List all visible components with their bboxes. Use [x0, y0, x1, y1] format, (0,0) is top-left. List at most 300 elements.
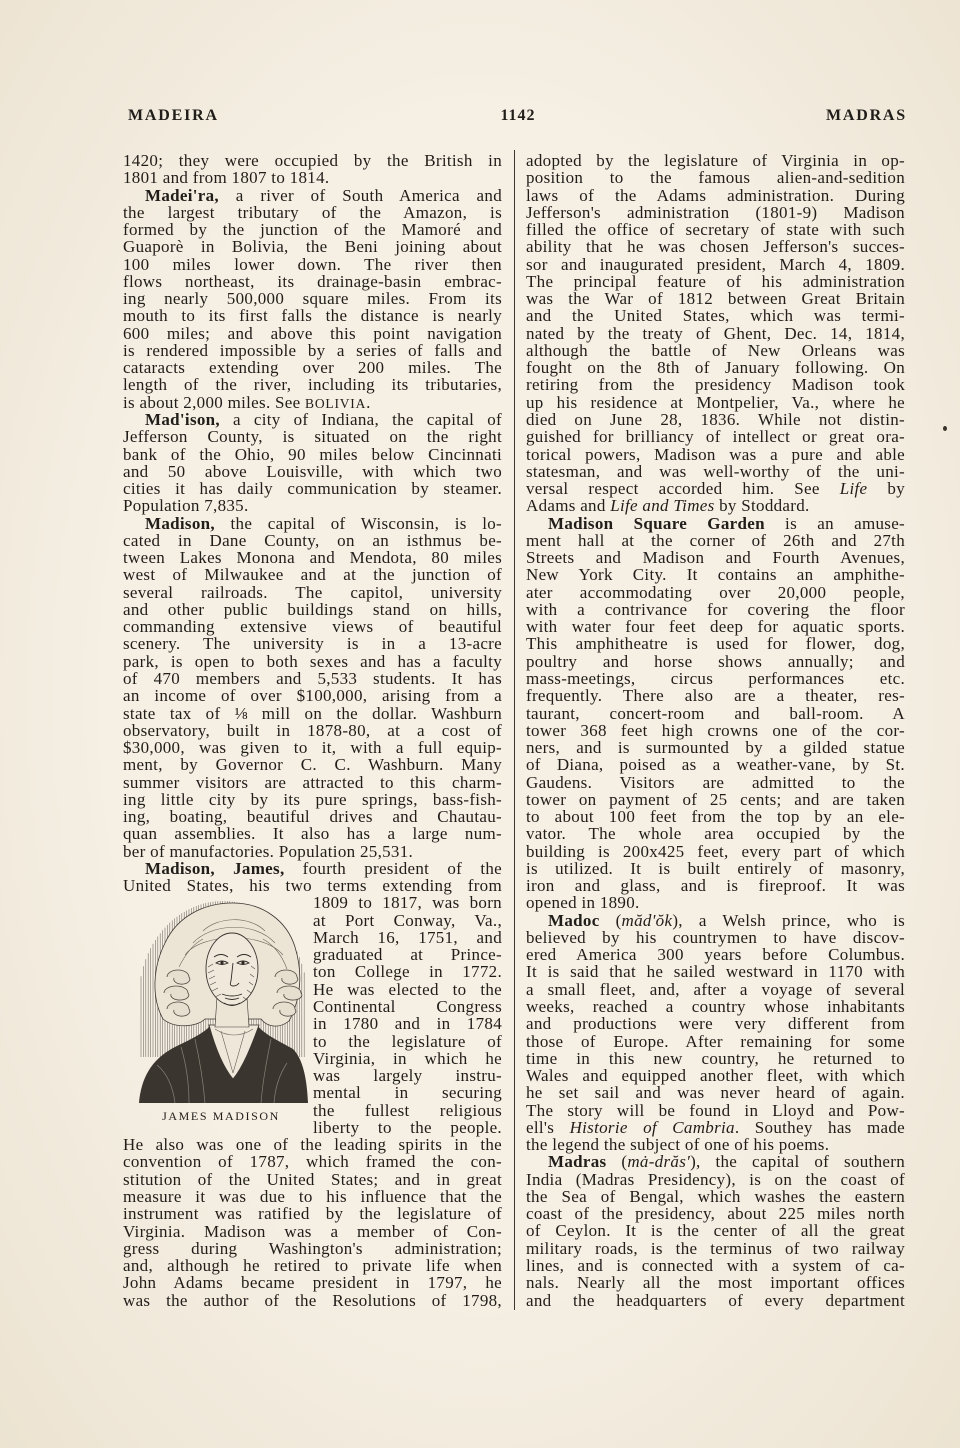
- text-segment: cated in Dane County, on an isthmus be-: [123, 530, 502, 550]
- text-line: [526, 1274, 905, 1291]
- text-line: [123, 756, 502, 773]
- text-line: [123, 722, 502, 739]
- text-segment: New York City. It contains an amphithe-: [526, 565, 905, 585]
- text-segment: observatory, built in 1878-80, at a cost of: [123, 720, 502, 740]
- text-line: [526, 497, 905, 514]
- text-segment: Gaudens. Visitors are admitted to the: [526, 772, 905, 792]
- text-line: [123, 860, 502, 877]
- text-segment: $30,000, was given to it, with a full equip-: [123, 738, 502, 758]
- text-segment: believed by his countrymen to have discov-: [526, 927, 905, 947]
- text-line: [526, 1102, 905, 1119]
- text-segment: west of Milwaukee and at the junction of: [123, 565, 502, 585]
- text-segment: Jefferson's administration (1801-9) Madison: [526, 202, 905, 222]
- text-segment: is an amuse-: [764, 513, 905, 533]
- text-segment: ment hall at the corner of 26th and 27th: [526, 530, 905, 550]
- text-segment: summer visitors are attracted to this charm-: [123, 772, 502, 792]
- text-segment: 600 miles; and above this point navigation: [123, 323, 502, 343]
- text-segment: fourth president of the: [284, 858, 502, 878]
- text-line: [526, 238, 905, 255]
- portrait-figure: [123, 894, 313, 1136]
- text-segment: was the War of 1812 between Great Britain: [526, 289, 905, 309]
- text-segment: a city of Indiana, the capital of: [219, 409, 502, 429]
- text-line: [526, 946, 905, 963]
- text-segment: by: [867, 479, 905, 499]
- text-line: [123, 1136, 502, 1153]
- text-line: [123, 256, 502, 273]
- text-line: [526, 1050, 905, 1067]
- text-segment: 1420; they were occupied by the British in: [123, 151, 502, 170]
- bold-term: Madras: [548, 1152, 607, 1172]
- text-line: [526, 532, 905, 549]
- text-line: [123, 687, 502, 704]
- text-line: [313, 1033, 502, 1050]
- text-line: [526, 1136, 905, 1153]
- paragraph: [526, 1153, 905, 1308]
- text-segment: cataracts extending over 200 miles. The: [123, 358, 502, 378]
- text-line: [123, 290, 502, 307]
- text-segment: a river of South America and: [219, 185, 502, 205]
- text-line: [123, 808, 502, 825]
- text-beside-figure: [313, 894, 502, 1136]
- text-segment: of 470 members and 5,533 students. It has: [123, 668, 502, 688]
- text-line: [526, 549, 905, 566]
- paragraph: [123, 515, 502, 860]
- text-segment: was the author of the Resolutions of 1798,: [123, 1290, 502, 1310]
- figure-caption: JAMES MADISON: [162, 1109, 280, 1124]
- text-line: [313, 912, 502, 929]
- paragraph: [123, 1136, 502, 1309]
- text-segment: building is 200x425 feet, every part of which: [526, 841, 905, 861]
- text-segment: an income of over $100,000, arising from a: [123, 686, 502, 706]
- text-line: [123, 566, 502, 583]
- paragraph: [526, 515, 905, 912]
- italic-text: Life: [839, 479, 868, 499]
- text-segment: sor and inaugurated president, March 4, 1809.: [526, 254, 905, 274]
- text-line: [526, 463, 905, 480]
- text-segment: statesman, and was well-worthy of the uni-: [526, 461, 905, 481]
- text-line: [123, 376, 502, 393]
- text-segment: weeks, reached a country whose inhabitants: [526, 997, 905, 1017]
- text-segment: adopted by the legislature of Virginia in op-: [526, 151, 905, 170]
- text-segment: stitution of the United States; and in great: [123, 1169, 502, 1189]
- text-line: [123, 1257, 502, 1274]
- text-line: [526, 843, 905, 860]
- text-line: [123, 325, 502, 342]
- text-segment: ing, boating, beautiful drives and Chautau-: [123, 807, 502, 827]
- text-segment: (: [599, 910, 622, 930]
- text-line: [123, 463, 502, 480]
- text-line: [123, 411, 502, 428]
- text-line: [526, 825, 905, 842]
- text-line: [526, 618, 905, 635]
- text-segment: The story will be found in Lloyd and Pow-: [526, 1100, 905, 1120]
- text-segment: It is said that he sailed westward in 1170 with: [526, 962, 905, 982]
- text-line: [526, 480, 905, 497]
- text-segment: is about 2,000 miles. See: [123, 392, 306, 412]
- text-line: [526, 515, 905, 532]
- paragraph: [123, 187, 502, 411]
- text-segment: the capital of Wisconsin, is lo-: [214, 513, 502, 533]
- text-line: [526, 998, 905, 1015]
- text-line: [123, 618, 502, 635]
- text-segment: ton College in 1772.: [313, 962, 502, 982]
- text-line: [526, 912, 905, 929]
- text-segment: India (Madras Presidency), is on the coast of: [526, 1169, 905, 1189]
- text-line: [526, 1153, 905, 1170]
- text-line: [526, 981, 905, 998]
- text-line: [526, 1084, 905, 1101]
- text-line: [123, 1188, 502, 1205]
- running-head-left: MADEIRA: [128, 107, 219, 124]
- text-line: [123, 1223, 502, 1240]
- text-segment: with a contrivance for covering the floor: [526, 599, 905, 619]
- text-segment: to about 100 feet from the top by an ele-: [526, 807, 905, 827]
- text-segment: fought on the 8th of January following. On: [526, 358, 905, 378]
- column-divider: [514, 150, 515, 1310]
- text-segment: and the headquarters of every department: [526, 1290, 905, 1310]
- text-segment: liberty to the people.: [313, 1117, 502, 1137]
- text-line: [526, 376, 905, 393]
- text-segment: Virginia, in which he: [313, 1048, 502, 1068]
- text-line: [313, 1119, 502, 1136]
- bold-term: Madison,: [145, 513, 215, 533]
- text-line: [526, 187, 905, 204]
- text-segment: mass-meetings, circus performances etc.: [526, 668, 905, 688]
- text-segment: nals. Nearly all the most important offices: [526, 1273, 905, 1293]
- text-line: [123, 446, 502, 463]
- italic-text: mȧ-drăs': [627, 1152, 691, 1172]
- text-segment: cities it has daily communication by steamer.: [123, 479, 502, 499]
- text-line: [526, 894, 905, 911]
- paragraph: [123, 860, 502, 895]
- text-line: [526, 756, 905, 773]
- text-line: [123, 1274, 502, 1291]
- right-column-text: [526, 152, 905, 1309]
- paragraph: [123, 152, 502, 187]
- text-segment: formed by the junction of the Mamoré and: [123, 220, 502, 240]
- text-segment: tower on payment of 25 cents; and are taken: [526, 789, 905, 809]
- text-segment: tower 368 feet high crowns one of the cor-: [526, 720, 905, 740]
- text-line: [526, 1119, 905, 1136]
- text-segment: a small fleet, and, after a voyage of several: [526, 979, 905, 999]
- text-line: [526, 169, 905, 186]
- text-segment: the largest tributary of the Amazon, is: [123, 202, 502, 222]
- figure-with-text: [123, 894, 502, 1136]
- text-line: [526, 860, 905, 877]
- text-segment: 1809 to 1817, was born: [313, 893, 502, 913]
- text-line: [313, 1050, 502, 1067]
- text-line: [526, 601, 905, 618]
- text-segment: Population 7,835.: [123, 496, 249, 516]
- left-column: [123, 152, 502, 1309]
- text-line: [526, 687, 905, 704]
- text-line: [123, 204, 502, 221]
- text-line: [123, 480, 502, 497]
- text-segment: graduated at Prince-: [313, 945, 502, 965]
- text-line: [526, 1171, 905, 1188]
- text-segment: and, although he retired to private life when: [123, 1256, 502, 1276]
- text-line: [123, 670, 502, 687]
- text-segment: March 16, 1751, and: [313, 927, 502, 947]
- text-segment: although the battle of New Orleans was: [526, 340, 905, 360]
- text-segment: gress during Washington's administration;: [123, 1238, 502, 1258]
- text-line: [526, 428, 905, 445]
- text-line: [123, 497, 502, 514]
- text-line: [123, 221, 502, 238]
- text-segment: position to the famous alien-and-sedition: [526, 168, 905, 188]
- text-segment: ell's: [526, 1117, 570, 1137]
- text-segment: time in this new country, he returned to: [526, 1048, 905, 1068]
- text-segment: is utilized. It is built entirely of masonry,: [526, 858, 905, 878]
- text-segment: opened in 1890.: [526, 893, 640, 913]
- text-segment: He also was one of the leading spirits in the: [123, 1135, 502, 1155]
- text-line: [526, 1292, 905, 1309]
- text-segment: vator. The whole area occupied by the: [526, 824, 905, 844]
- text-line: [123, 307, 502, 324]
- text-segment: guished for brilliancy of intellect or great ora-: [526, 427, 905, 447]
- ink-spot: [943, 426, 947, 431]
- italic-text: măd'ŏk: [621, 910, 673, 930]
- text-segment: to the legislature of: [313, 1031, 502, 1051]
- text-line: [526, 1067, 905, 1084]
- text-segment: ing little city by its pure springs, bass-fish-: [123, 789, 502, 809]
- text-segment: instrument was ratified by the legislature of: [123, 1204, 502, 1224]
- text-segment: 1801 and from 1807 to 1814.: [123, 168, 330, 188]
- paragraph: [526, 152, 905, 515]
- text-line: [526, 221, 905, 238]
- text-segment: torical powers, Madison was a pure and able: [526, 444, 905, 464]
- text-segment: coast of the presidency, about 225 miles north: [526, 1204, 905, 1224]
- text-segment: .: [366, 392, 371, 412]
- text-line: [313, 946, 502, 963]
- text-segment: measure it was due to his influence that the: [123, 1186, 502, 1206]
- text-line: [123, 428, 502, 445]
- text-segment: versal respect accorded him. See: [526, 479, 840, 499]
- text-before-figure: [123, 152, 502, 894]
- text-line: [526, 739, 905, 756]
- text-line: [123, 187, 502, 204]
- text-line: [526, 705, 905, 722]
- text-line: [123, 739, 502, 756]
- text-line: [123, 653, 502, 670]
- text-line: [526, 1205, 905, 1222]
- portrait-engraving: [137, 897, 309, 1103]
- text-line: [313, 1084, 502, 1101]
- text-segment: bank of the Ohio, 90 miles below Cincinnati: [123, 444, 502, 464]
- text-line: [123, 601, 502, 618]
- text-segment: This amphitheatre is used for flower, dog,: [526, 634, 905, 654]
- text-line: [123, 1240, 502, 1257]
- text-segment: nated by the treaty of Ghent, Dec. 14, 1814,: [526, 323, 905, 343]
- text-line: [526, 584, 905, 601]
- right-column: [526, 152, 905, 1309]
- text-segment: Guaporè in Bolivia, the Beni joining about: [123, 237, 502, 257]
- italic-text: Historie of Cambria: [569, 1117, 735, 1137]
- text-line: [123, 515, 502, 532]
- text-line: [526, 1222, 905, 1239]
- text-line: [526, 653, 905, 670]
- text-segment: poultry and horse shows annually; and: [526, 651, 905, 671]
- text-segment: at Port Conway, Va.,: [313, 910, 502, 930]
- text-line: [123, 1153, 502, 1170]
- text-line: [123, 584, 502, 601]
- text-segment: the fullest religious: [313, 1100, 502, 1120]
- text-line: [313, 1015, 502, 1032]
- text-segment: taurant, concert-room and ball-room. A: [526, 703, 905, 723]
- text-segment: Virginia. Madison was a member of Con-: [123, 1221, 502, 1241]
- text-line: [526, 307, 905, 324]
- text-line: [123, 273, 502, 290]
- text-line: [526, 877, 905, 894]
- text-segment: ), the capital of southern: [690, 1152, 905, 1172]
- text-segment: ater accommodating over 20,000 people,: [526, 582, 905, 602]
- paragraph: [123, 411, 502, 515]
- text-segment: Streets and Madison and Fourth Avenues,: [526, 548, 905, 568]
- text-segment: of Ceylon. It is the center of all the great: [526, 1221, 905, 1241]
- text-segment: iron and glass, and is fireproof. It was: [526, 876, 905, 896]
- text-segment: died on June 28, 1836. While not distin-: [526, 409, 905, 429]
- text-segment: he set sail and was never heard of again.: [526, 1083, 905, 1103]
- bold-term: Madoc: [548, 910, 600, 930]
- text-line: [526, 273, 905, 290]
- text-line: [526, 722, 905, 739]
- bold-term: Madei'ra,: [145, 185, 219, 205]
- text-segment: the Sea of Bengal, which washes the eastern: [526, 1186, 905, 1206]
- text-line: [526, 325, 905, 342]
- text-line: [123, 394, 502, 411]
- bold-term: Madison, James,: [145, 858, 285, 878]
- text-segment: United States, his two terms extending from: [123, 876, 502, 896]
- text-segment: those of Europe. After remaining for some: [526, 1031, 905, 1051]
- text-segment: ber of manufactories. Population 25,531.: [123, 841, 414, 861]
- text-line: [313, 1067, 502, 1084]
- text-line: [526, 204, 905, 221]
- text-segment: state tax of ⅛ mill on the dollar. Washburn: [123, 703, 502, 723]
- text-segment: and the United States, which was termi-: [526, 306, 905, 326]
- text-segment: in 1780 and in 1784: [313, 1014, 502, 1034]
- right-eye-pupil: [241, 962, 244, 965]
- text-line: [313, 981, 502, 998]
- text-segment: and other public buildings stand on hills,: [123, 599, 502, 619]
- text-segment: retiring from the presidency Madison took: [526, 375, 905, 395]
- text-segment: Continental Congress: [313, 997, 502, 1017]
- text-line: [313, 929, 502, 946]
- text-segment: ment, by Governor C. C. Washburn. Many: [123, 755, 502, 775]
- text-segment: quan assemblies. It also has a large num-: [123, 824, 502, 844]
- text-segment: and 50 above Louisville, with which two: [123, 461, 502, 481]
- text-line: [313, 894, 502, 911]
- text-line: [526, 963, 905, 980]
- text-line: [526, 1188, 905, 1205]
- text-segment: the legend the subject of one of his poems.: [526, 1135, 830, 1155]
- running-head-right: MADRAS: [825, 107, 907, 124]
- text-line: [123, 774, 502, 791]
- text-line: [526, 774, 905, 791]
- text-line: [123, 825, 502, 842]
- text-segment: flows northeast, its drainage-basin embrac-: [123, 271, 502, 291]
- text-line: [123, 549, 502, 566]
- text-line: [526, 394, 905, 411]
- text-line: [526, 342, 905, 359]
- text-segment: is rendered impossible by a series of falls and: [123, 340, 502, 360]
- text-line: [313, 1102, 502, 1119]
- left-eye-pupil: [220, 962, 223, 965]
- text-line: [526, 1257, 905, 1274]
- text-line: [526, 256, 905, 273]
- text-line: [123, 635, 502, 652]
- text-line: [313, 998, 502, 1015]
- text-line: [526, 808, 905, 825]
- text-segment: military roads, is the terminus of two railway: [526, 1238, 905, 1258]
- text-line: [526, 635, 905, 652]
- text-line: [123, 532, 502, 549]
- text-line: [123, 238, 502, 255]
- text-segment: ing nearly 500,000 square miles. From its: [123, 289, 502, 309]
- text-segment: filled the office of secretary of state with such: [526, 220, 905, 240]
- text-line: [123, 791, 502, 808]
- text-line: [123, 877, 502, 894]
- small-caps-text: BOLIVIA: [305, 395, 367, 411]
- text-segment: ), a Welsh prince, who is: [672, 910, 906, 930]
- bold-term: Madison Square Garden: [548, 513, 765, 533]
- text-line: [526, 1033, 905, 1050]
- text-line: [526, 359, 905, 376]
- text-line: [123, 705, 502, 722]
- text-segment: (: [606, 1152, 628, 1172]
- text-segment: commanding extensive views of beautiful: [123, 617, 502, 637]
- paragraph: [526, 912, 905, 1154]
- text-line: [123, 152, 502, 169]
- text-line: [123, 1205, 502, 1222]
- text-segment: mental in securing: [313, 1083, 502, 1103]
- text-segment: He was elected to the: [313, 979, 502, 999]
- text-line: [313, 963, 502, 980]
- text-segment: length of the river, including its tributaries,: [123, 375, 502, 395]
- text-line: [526, 791, 905, 808]
- text-segment: with water four feet deep for aquatic sports.: [526, 617, 905, 637]
- text-segment: was largely instru-: [313, 1066, 502, 1086]
- text-line: [526, 929, 905, 946]
- text-segment: mouth to its first falls the distance is nearly: [123, 306, 502, 326]
- text-segment: tween Lakes Monona and Mendota, 80 miles: [123, 548, 502, 568]
- text-segment: frequently. There also are a theater, res-: [526, 686, 905, 706]
- text-segment: several railroads. The capitol, university: [123, 582, 502, 602]
- text-line: [526, 1240, 905, 1257]
- text-line: [526, 446, 905, 463]
- text-segment: Jefferson County, is situated on the right: [123, 427, 502, 447]
- text-segment: Wales and equipped another fleet, with which: [526, 1066, 905, 1086]
- text-segment: up his residence at Montpelier, Va., where he: [526, 392, 905, 412]
- text-line: [526, 1015, 905, 1032]
- text-line: [123, 843, 502, 860]
- text-segment: lines, and is connected with a system of ca-: [526, 1256, 905, 1275]
- text-line: [526, 670, 905, 687]
- text-line: [123, 169, 502, 186]
- text-segment: convention of 1787, which framed the con-: [123, 1152, 502, 1172]
- text-segment: Adams and: [526, 496, 611, 516]
- text-line: [526, 152, 905, 169]
- text-segment: of Diana, poised as a weather-vane, by St.: [526, 755, 905, 775]
- page-number: 1142: [500, 107, 536, 124]
- text-segment: and productions were very different from: [526, 1014, 905, 1034]
- text-line: [526, 411, 905, 428]
- bold-term: Mad'ison,: [145, 409, 220, 429]
- text-segment: 100 miles lower down. The river then: [123, 254, 502, 274]
- text-line: [526, 566, 905, 583]
- text-segment: The principal feature of his administration: [526, 271, 905, 291]
- text-segment: John Adams became president in 1797, he: [123, 1273, 502, 1293]
- text-segment: scenery. The university is in a 13-acre: [123, 634, 502, 654]
